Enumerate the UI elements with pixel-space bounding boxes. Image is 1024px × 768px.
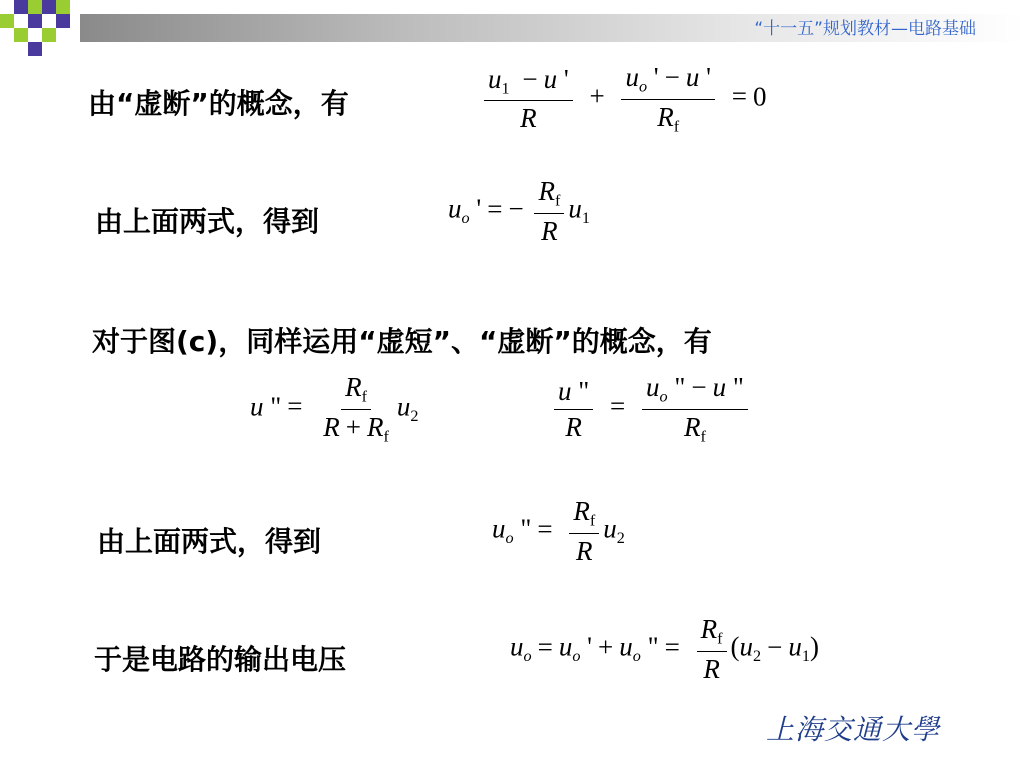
equation-5: $u_o = u_o$ ' + $u_o$ " = $\frac{R_f}{R}$ $(u_2 - u_1)$ xyxy=(510,614,819,684)
decor-square xyxy=(42,28,56,42)
decor-square xyxy=(28,42,42,56)
fraction: $\frac{u_o " - u "}{R_f}$ xyxy=(642,372,748,446)
fraction: $\frac{u "}{R}$ xyxy=(554,376,593,443)
fraction: $\frac{R_f}{R}$ xyxy=(697,614,727,685)
course-title: “十一五”规划教材—电路基础 xyxy=(754,19,976,39)
decor-square xyxy=(14,28,28,42)
header-bar xyxy=(0,0,1024,44)
fraction: $\frac{R_f}{R}$ xyxy=(534,176,564,247)
decor-square xyxy=(0,14,14,28)
line-3-text: 对于图(c)，同样运用“虚短”、“虚断”的概念，有 xyxy=(92,325,712,358)
line-4-text: 由上面两式，得到 xyxy=(97,525,322,558)
equation-4: $u_o$ " = $\frac{R_f}{R}$ $u_2$ xyxy=(492,496,625,566)
line-5-text: 于是电路的输出电压 xyxy=(94,643,347,676)
fraction: $\frac{R_f}{R}$ xyxy=(569,496,599,567)
university-logo: 上海交通大學 xyxy=(765,713,940,746)
equation-3a: u " = $\frac{R_f}{R + R_f}$ $u_2$ xyxy=(250,372,419,446)
decor-square xyxy=(56,14,70,28)
decor-square xyxy=(28,14,42,28)
equation-2: $u_o$ ' = − $\frac{R_f}{R}$ $u_1$ xyxy=(448,176,590,246)
fraction: $\frac{u_o ' - u '}{R_f}$ xyxy=(621,62,715,136)
decor-square xyxy=(56,0,70,14)
decor-square xyxy=(14,0,28,14)
equation-3b: $\frac{u "}{R}$ = $\frac{u_o " - u "}{R_f}$ xyxy=(550,372,752,446)
line-2-text: 由上面两式，得到 xyxy=(95,205,320,238)
fraction: $\frac{R_f}{R + R_f}$ xyxy=(323,372,389,446)
decor-square xyxy=(42,0,56,14)
line-1-text: 由“虚断”的概念，有 xyxy=(88,87,349,120)
fraction: $\frac{u_1 - u '}{R}$ xyxy=(484,64,573,135)
decor-square xyxy=(28,0,42,14)
equation-1: $\frac{u_1 - u '}{R}$ + $\frac{u_o ' - u '}{R_f}$ = 0 xyxy=(480,62,767,136)
